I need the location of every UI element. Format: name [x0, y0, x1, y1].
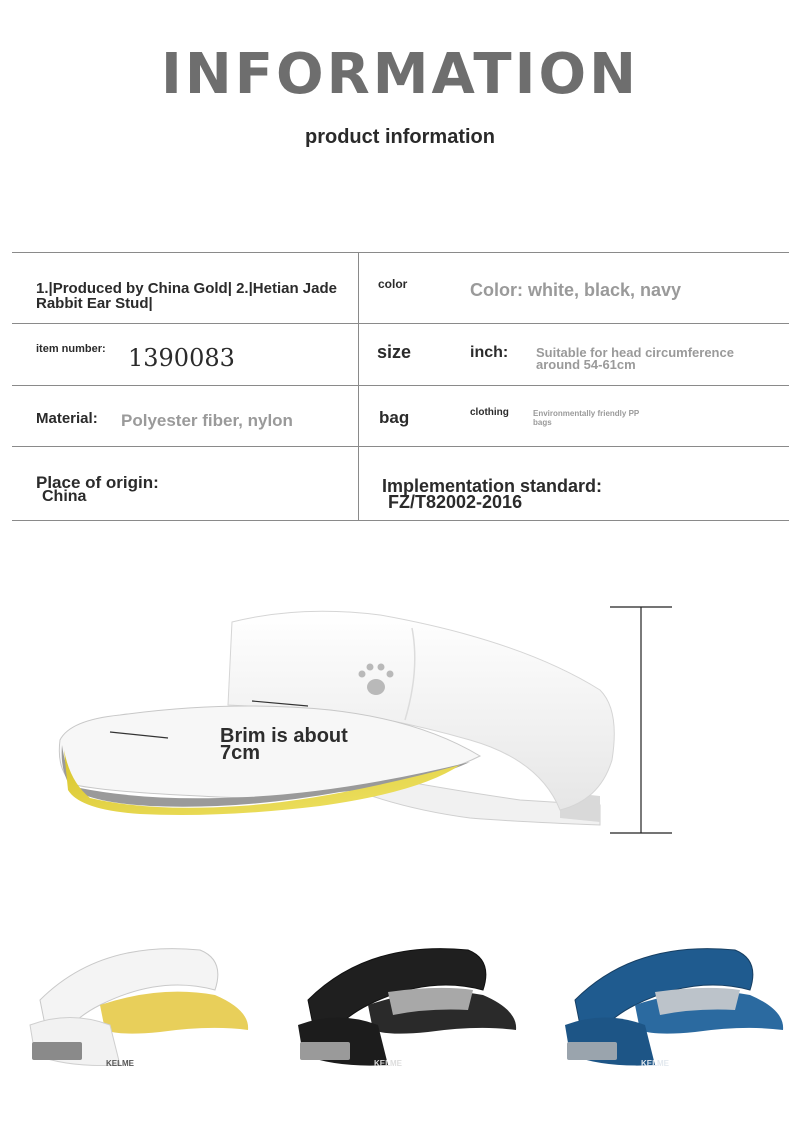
white-visor-variant	[10, 930, 260, 1080]
material-label: Material:	[36, 410, 98, 427]
standard-value: FZ/T82002-2016	[388, 492, 523, 512]
inch-label: inch:	[470, 344, 509, 361]
color-value: Color: white, black, navy	[470, 280, 682, 300]
bag-label: bag	[379, 408, 410, 427]
color-label: color	[378, 277, 408, 291]
page-title: INFORMATION	[161, 42, 639, 107]
navy-visor-variant	[545, 930, 795, 1080]
clothing-label: clothing	[470, 407, 509, 418]
table-line	[12, 385, 789, 386]
product-name: 1.|Produced by China Gold| 2.|Hetian Jade Rabbit Ear Stud|	[36, 280, 337, 312]
table-line	[12, 446, 789, 447]
brand-label: KELME	[374, 1059, 402, 1068]
origin-label: Place of origin:	[36, 473, 159, 492]
black-visor-variant	[278, 930, 528, 1080]
page-subtitle: product information	[305, 126, 495, 148]
standard-label: Implementation standard:	[382, 476, 603, 496]
table-line	[12, 520, 789, 521]
brand-label: KELME	[106, 1059, 134, 1068]
visor-image	[0, 560, 800, 860]
table-line	[12, 252, 789, 253]
material-value: Polyester fiber, nylon	[121, 411, 293, 430]
table-divider	[358, 252, 359, 520]
size-value: Suitable for head circumference around 54-61cm	[536, 345, 734, 372]
size-label: size	[377, 342, 412, 362]
table-line	[12, 323, 789, 324]
bag-value: Environmentally friendly PP bags	[533, 409, 640, 427]
item-number-value: 1390083	[128, 344, 235, 372]
brim-measurement-label: Brim is about 7cm	[220, 725, 348, 764]
origin-value: China	[42, 488, 87, 505]
brand-label: KELME	[641, 1059, 669, 1068]
item-number-label: item number:	[36, 343, 106, 355]
